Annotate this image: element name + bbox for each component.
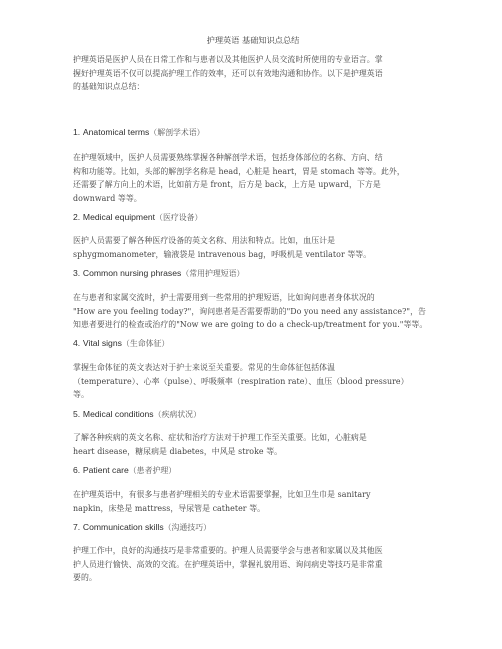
section-line: 护理工作中，良好的沟通技巧是非常重要的。护理人员需要学会与患者和家属以及其他医 bbox=[73, 546, 383, 555]
section-number: 1. bbox=[73, 127, 81, 137]
intro-line: 握好护理英语不仅可以提高护理工作的效率，还可以有效地沟通和协作。以下是护理英语 bbox=[73, 68, 383, 78]
section-heading-patient-care bbox=[73, 464, 176, 477]
section-title-en: Medical conditions bbox=[82, 409, 154, 419]
section-line: 了解各种疾病的英文名称、症状和治疗方法对于护理工作至关重要。比如，心脏病是 bbox=[73, 433, 367, 442]
section-title-en: Medical equipment bbox=[82, 212, 156, 222]
section-title-zh: （常用护理短语） bbox=[181, 269, 245, 278]
section-heading-medical-conditions bbox=[73, 408, 201, 421]
section-line: 构和功能等。比如，头部的解剖学名称是 head，心脏是 heart，胃是 stomach 等等。此外， bbox=[73, 166, 405, 176]
section-line: （temperature）、心率（pulse）、呼吸频率（respiration rate）、血压（blood pressure） bbox=[73, 376, 409, 386]
section-line: heart disease，糖尿病是 diabetes，中风是 stroke 等。 bbox=[73, 446, 283, 456]
section-title-zh: （解剖学术语） bbox=[149, 128, 205, 137]
section-body-medical-conditions bbox=[73, 431, 435, 458]
section-line: 护人员进行愉快、高效的交流。在护理英语中，掌握礼貌用语、询问病史等技巧是非常重 bbox=[73, 559, 383, 569]
section-title-en: Anatomical terms bbox=[82, 127, 150, 137]
section-title-zh: （医疗设备） bbox=[155, 213, 203, 222]
section-title-en: Patient care bbox=[82, 465, 129, 475]
intro-paragraph bbox=[73, 53, 435, 94]
section-number: 3. bbox=[73, 268, 81, 278]
section-body-common-nursing-phrases bbox=[73, 291, 435, 332]
section-heading-anatomical-terms bbox=[73, 126, 205, 139]
section-title-en: Common nursing phrases bbox=[82, 268, 182, 278]
section-number: 7. bbox=[73, 522, 81, 532]
section-heading-common-nursing-phrases bbox=[73, 267, 244, 280]
intro-line: 的基础知识点总结： bbox=[73, 82, 145, 91]
section-line: napkin，床垫是 mattress，导尿管是 catheter 等。 bbox=[73, 503, 266, 513]
section-line: 要的。 bbox=[73, 573, 97, 582]
section-body-medical-equipment bbox=[73, 234, 435, 261]
section-line: 还需要了解方向上的术语，比如前方是 front，后方是 back，上方是 upward，下方是 bbox=[73, 180, 381, 189]
section-title-en: Vital signs bbox=[82, 338, 122, 348]
section-heading-vital-signs bbox=[73, 337, 169, 350]
section-heading-communication-skills bbox=[73, 521, 211, 534]
section-line: sphygmomanometer，输液袋是 intravenous bag，呼吸机是 ventilator 等等。 bbox=[73, 249, 372, 259]
section-heading-medical-equipment bbox=[73, 211, 202, 224]
section-number: 2. bbox=[73, 212, 81, 222]
section-body-communication-skills bbox=[73, 544, 435, 585]
section-title-zh: （沟通技巧） bbox=[163, 523, 211, 532]
section-body-patient-care bbox=[73, 488, 435, 515]
intro-line: 护理英语是医护人员在日常工作和与患者以及其他医护人员交流时所使用的专业语言。掌 bbox=[73, 55, 383, 64]
section-line: 知患者要进行的检查或治疗的"Now we are going to do a check-up/treatment for you."等等。 bbox=[73, 320, 428, 329]
section-body-vital-signs bbox=[73, 361, 435, 402]
section-title-en: Communication skills bbox=[82, 522, 164, 532]
section-title-zh: （生命体征） bbox=[121, 339, 170, 348]
section-body-anatomical-terms bbox=[73, 151, 435, 205]
section-line: 在与患者和家属交流时，护士需要用到一些常用的护理短语，比如询问患者身体状况的 bbox=[73, 293, 375, 302]
section-line: "How are you feeling today?"，询问患者是否需要帮助的"Do you need any assistance?"，告 bbox=[73, 306, 426, 316]
section-title-zh: （患者护理） bbox=[128, 466, 177, 475]
section-title-zh: （疾病状况） bbox=[153, 410, 201, 419]
document-title: 护理英语 基础知识点总结 bbox=[206, 35, 300, 45]
section-line: 在护理英语中，有很多与患者护理相关的专业术语需要掌握，比如卫生巾是 sanitary bbox=[73, 490, 371, 499]
section-number: 5. bbox=[73, 409, 81, 419]
section-number: 4. bbox=[73, 338, 81, 348]
section-number: 6. bbox=[73, 465, 81, 475]
section-line: 掌握生命体征的英文表达对于护士来说至关重要。常见的生命体征包括体温 bbox=[73, 363, 336, 372]
section-line: 医护人员需要了解各种医疗设备的英文名称、用法和特点。比如，血压计是 bbox=[73, 236, 336, 245]
section-line: 等。 bbox=[73, 390, 89, 399]
section-line: 在护理领域中，医护人员需要熟练掌握各种解剖学术语，包括身体部位的名称、方向、结 bbox=[73, 153, 383, 162]
section-line: downward 等等。 bbox=[73, 193, 142, 203]
